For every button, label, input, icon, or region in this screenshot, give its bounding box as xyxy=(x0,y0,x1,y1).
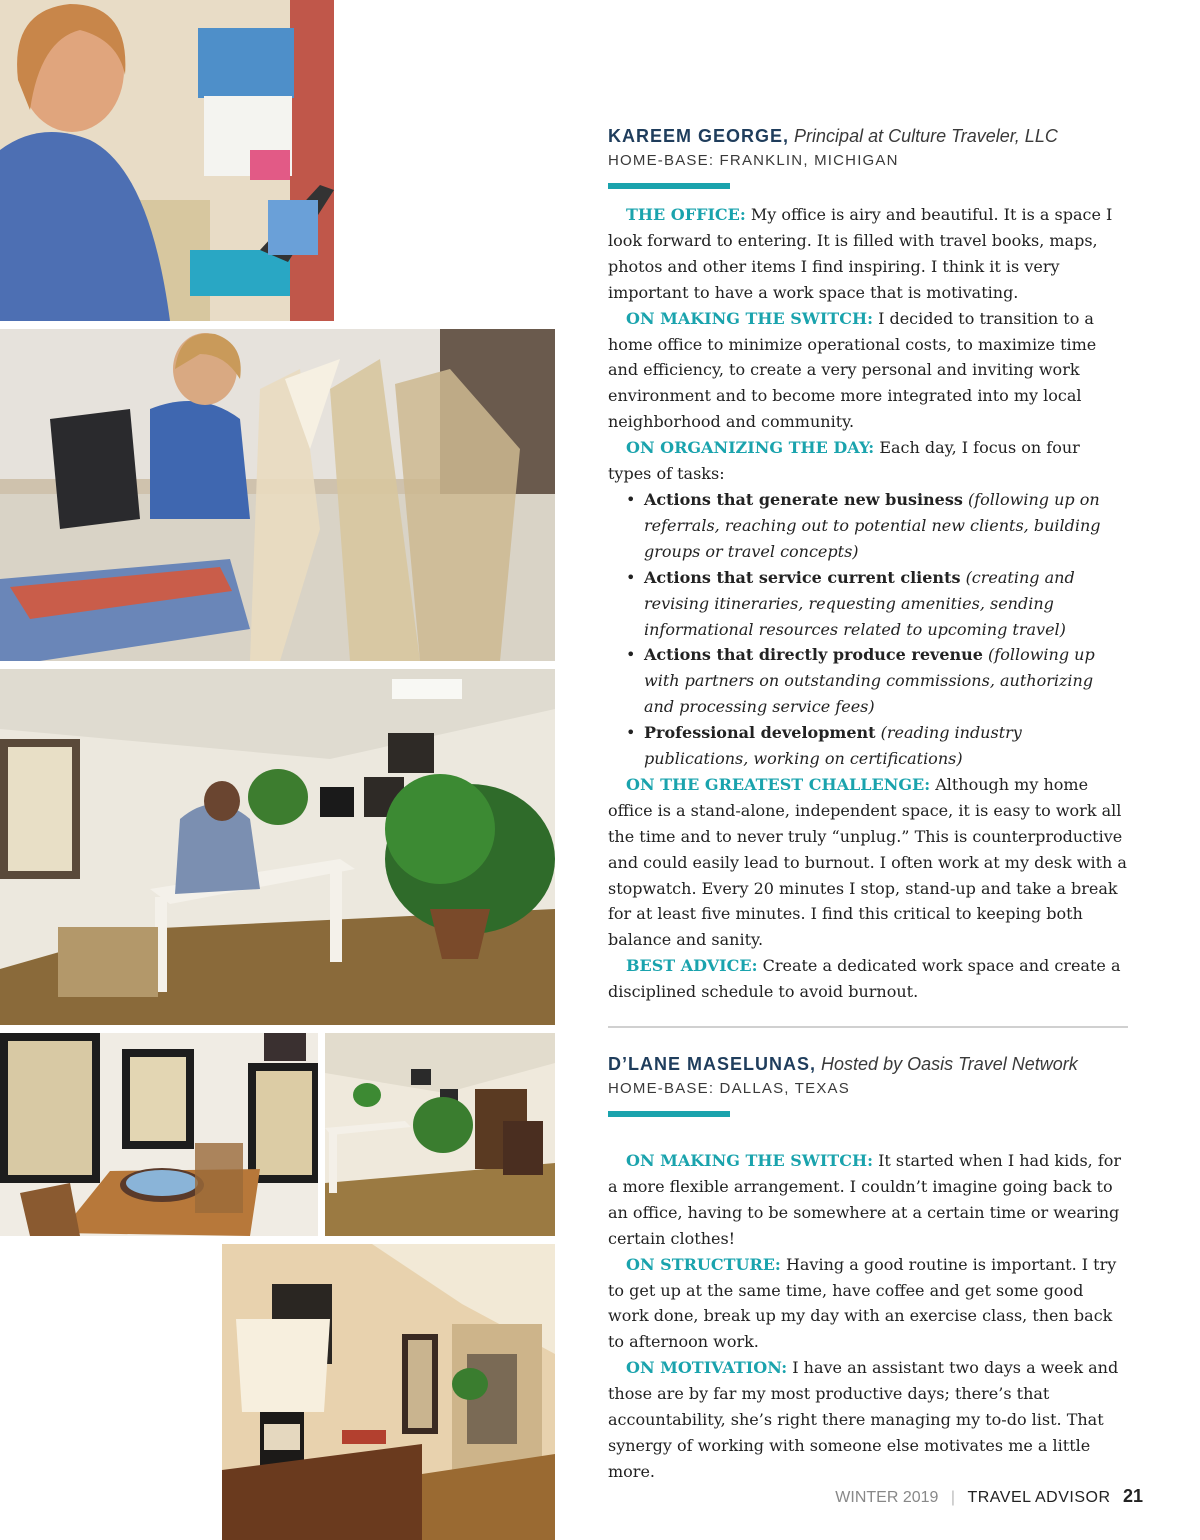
profile-kareem-george xyxy=(608,124,1128,1005)
profile-dlane-maselunas xyxy=(608,1052,1128,1485)
profile-role: Principal at Culture Traveler, LLC xyxy=(794,126,1058,146)
photo-woman-on-phone xyxy=(0,0,334,321)
teal-accent-rule xyxy=(608,1111,730,1117)
profile-name: KAREEM GEORGE, xyxy=(608,126,790,146)
paragraph-office: THE OFFICE: My office is airy and beautiful. It is a space I look forward to entering. It is filled with travel books, maps, photos and other items I find inspiring. I think it is very important to have a work space that is motivating. xyxy=(608,205,1113,302)
paragraph-organizing: ON ORGANIZING THE DAY: Each day, I focus on four types of tasks: xyxy=(608,438,1080,484)
lead-switch: ON MAKING THE SWITCH: xyxy=(626,1151,873,1170)
paragraph-advice: BEST ADVICE: Create a dedicated work space and create a disciplined schedule to avoid burnout. xyxy=(608,956,1121,1002)
photo-attic-office xyxy=(325,1033,555,1236)
profile-body xyxy=(608,1148,1128,1485)
task-item: • Professional development (reading industry publications, working on certifications) xyxy=(626,720,1128,772)
teal-accent-rule xyxy=(608,183,730,189)
lead-office: THE OFFICE: xyxy=(626,205,746,224)
footer-separator: | xyxy=(950,1489,956,1506)
profile-home-base: HOME-BASE: DALLAS, TEXAS xyxy=(608,1080,850,1097)
issue-date: WINTER 2019 xyxy=(835,1489,939,1506)
profile-role: Hosted by Oasis Travel Network xyxy=(821,1054,1078,1074)
lead-switch: ON MAKING THE SWITCH: xyxy=(626,308,873,328)
lead-advice: BEST ADVICE: xyxy=(626,956,758,976)
profile-home-base: HOME-BASE: FRANKLIN, MICHIGAN xyxy=(608,152,899,169)
profile-heading xyxy=(608,124,1128,148)
task-item: • Actions that generate new business (following up on referrals, reaching out to potential new clients, building groups or travel concepts) xyxy=(626,487,1128,565)
lead-motivation: ON MOTIVATION: xyxy=(626,1358,788,1378)
paragraph-switch: ON MAKING THE SWITCH: It started when I had kids, for a more flexible arrangement. I couldn’t imagine going back to an office, having to be somewhere at a certain time or wearing certain clothes! xyxy=(608,1151,1122,1248)
task-item: • Actions that service current clients (creating and revising itineraries, requesting amenities, sending informational resources related to upcoming travel) xyxy=(626,565,1128,643)
paragraph-structure: ON STRUCTURE: Having a good routine is important. I try to get up at the same time, have coffee and get some good work done, break up my day with an exercise class, then back to afternoon work. xyxy=(608,1254,1117,1352)
page-number: 21 xyxy=(1122,1486,1143,1506)
paragraph-switch: ON MAKING THE SWITCH: I decided to transition to a home office to minimize operational costs, to maximize time and efficiency, to create a very personal and inviting work environment and to become more integrated into my local neighborhood and community. xyxy=(608,308,1097,432)
photo-maps-table xyxy=(0,1033,318,1236)
task-list xyxy=(608,487,1128,772)
lead-organizing: ON ORGANIZING THE DAY: xyxy=(626,438,875,458)
profile-body xyxy=(608,202,1128,1005)
lead-structure: ON STRUCTURE: xyxy=(626,1254,781,1274)
magazine-title: TRAVEL ADVISOR xyxy=(967,1489,1111,1506)
lead-challenge: ON THE GREATEST CHALLENGE: xyxy=(626,774,931,794)
paragraph-challenge: ON THE GREATEST CHALLENGE: Although my home office is a stand-alone, independent space, it is easy to work all the time and to never truly “unplug.” This is counterproductive and could easily lead to burnout. I often work at my desk with a stopwatch. Every 20 minutes I stop, stand-up and take a break for at least five minutes. I find this critical to keeping both balance and sanity. xyxy=(608,774,1127,950)
section-divider xyxy=(608,1026,1128,1028)
photo-hallway-lamp xyxy=(222,1244,555,1540)
task-item: • Actions that directly produce revenue (following up with partners on outstanding commissions, authorizing and processing service fees) xyxy=(626,642,1128,720)
profile-heading xyxy=(608,1052,1128,1076)
profile-name: D’LANE MASELUNAS, xyxy=(608,1054,817,1074)
photo-awards-desk xyxy=(0,329,555,661)
photo-man-waving-office xyxy=(0,669,555,1025)
page-footer xyxy=(835,1486,1143,1507)
paragraph-motivation: ON MOTIVATION: I have an assistant two days a week and those are by far my most productive days; there’s that accountability, she’s right there managing my to-do list. That synergy of working with someone else motivates me a little more. xyxy=(608,1358,1119,1481)
